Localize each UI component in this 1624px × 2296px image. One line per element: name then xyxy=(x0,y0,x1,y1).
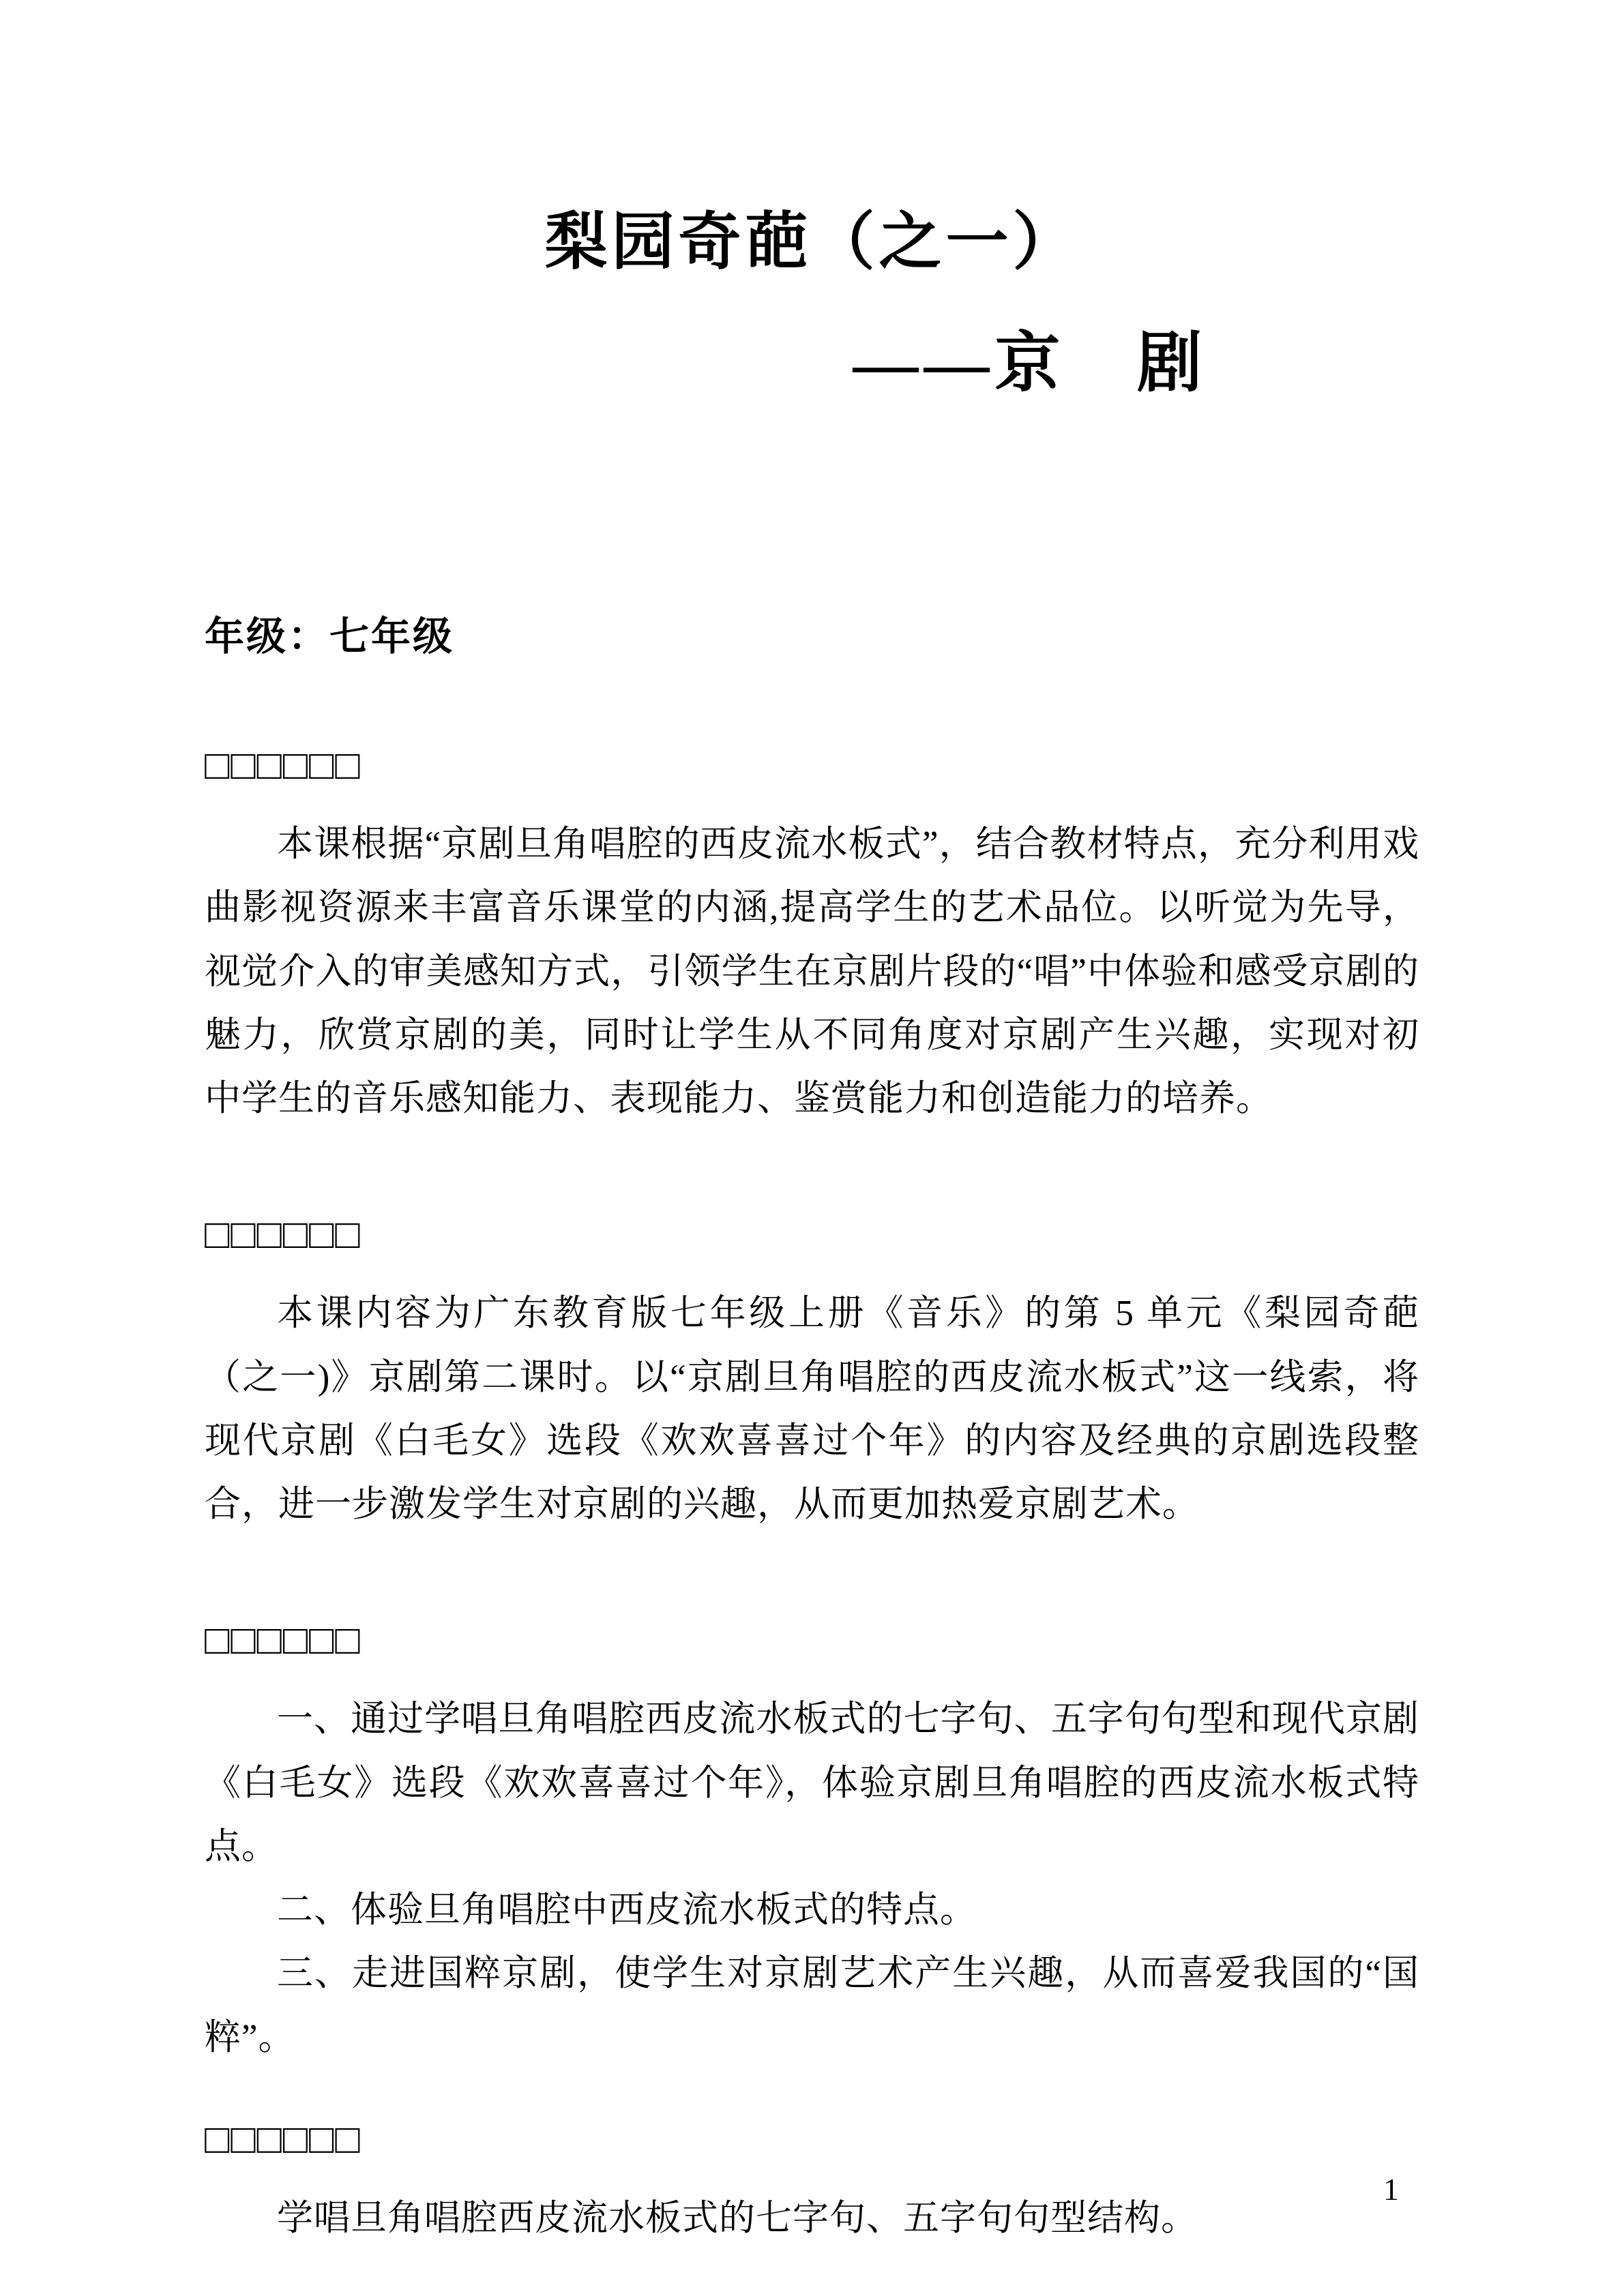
paragraph: 三、走进国粹京剧，使学生对京剧艺术产生兴趣，从而喜爱我国的“国粹”。 xyxy=(205,1954,1419,2057)
section-teaching-focus xyxy=(205,2111,1419,2250)
paragraph: 本课根据“京剧旦角唱腔的西皮流水板式”，结合教材特点，充分利用戏曲影视资源来丰富音乐课堂的内涵,提高学生的艺术品位。以听觉为先导，视觉介入的审美感知方式，引领学生在京剧片段的“唱”中体验和感受京剧的魅力，欣赏京剧的美，同时让学生从不同角度对京剧产生兴趣，实现对初中学生的音乐感知能力、表现能力、鉴赏能力和创造能力的培养。 xyxy=(205,824,1419,1119)
paragraph: 一、通过学唱旦角唱腔西皮流水板式的七字句、五字句句型和现代京剧《白毛女》选段《欢欢喜喜过个年》，体验京剧旦角唱腔的西皮流水板式特点。 xyxy=(205,1699,1419,1866)
section-heading-boxes: □□□□□□ xyxy=(205,2116,361,2162)
section-content-analysis xyxy=(205,1206,1419,1536)
paragraph: 二、体验旦角唱腔中西皮流水板式的特点。 xyxy=(277,1890,977,1930)
section-design-intent xyxy=(205,736,1419,1131)
paragraph: 本课内容为广东教育版七年级上册《音乐》的第 5 单元《梨园奇葩（之一)》京剧第二课时。以“京剧旦角唱腔的西皮流水板式”这一线索，将现代京剧《白毛女》选段《欢欢喜喜过个年》的内容及经典的京剧选段整合，进一步激发学生对京剧的兴趣，从而更加热爱京剧艺术。 xyxy=(205,1294,1419,1525)
grade-line: 年级：七年级 xyxy=(205,614,455,659)
section-heading-boxes: □□□□□□ xyxy=(205,742,361,788)
section-heading-boxes: □□□□□□ xyxy=(205,1617,361,1663)
document-subtitle: ——京 剧 xyxy=(853,327,1208,400)
document-title: 梨园奇葩（之一） xyxy=(544,207,1080,277)
section-teaching-goals xyxy=(205,1611,1419,2070)
paragraph: 学唱旦角唱腔西皮流水板式的七字句、五字句句型结构。 xyxy=(277,2198,1198,2238)
section-heading-boxes: □□□□□□ xyxy=(205,1212,361,1257)
page-number: 1 xyxy=(1383,2172,1399,2207)
